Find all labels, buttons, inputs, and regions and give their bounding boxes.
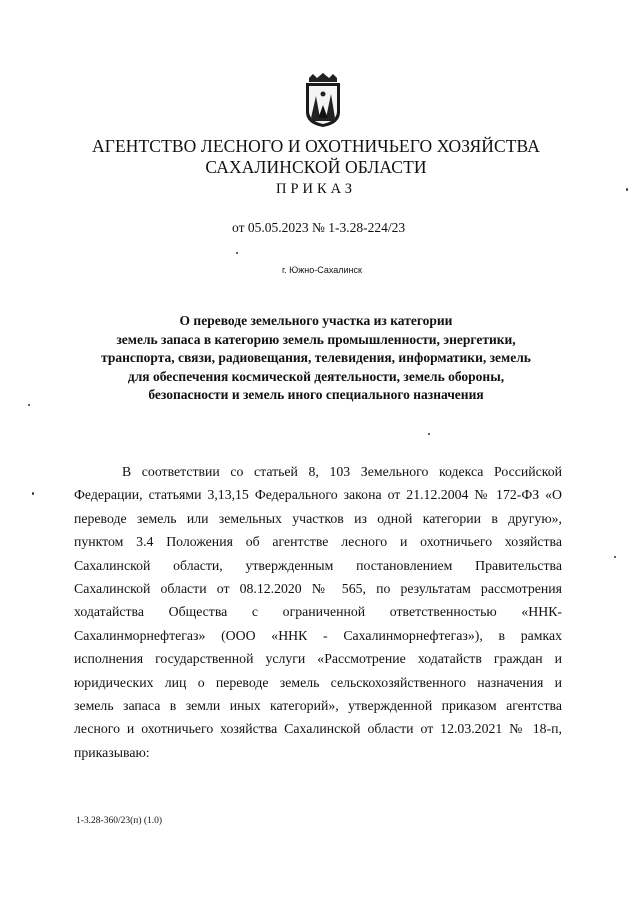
body-line: юридических лиц о переводе земель сельскохозяйственного назначения и <box>74 674 562 690</box>
body-line: приказываю: <box>74 744 150 760</box>
body-line: лесного и охотничьего хозяйства Сахалинской области от 12.03.2021 № 18-п, <box>74 721 562 737</box>
body-line: ходатайства Общества с ограниченной ответственностью «ННК- <box>74 604 562 620</box>
city-name: г. Южно-Сахалинск <box>282 265 362 275</box>
title-line: транспорта, связи, радиовещания, телевидения, информатики, земель <box>101 350 531 366</box>
body-line: В соответствии со статьей 8, 103 Земельного кодекса Российской <box>122 464 562 479</box>
document-type: ПРИКАЗ <box>275 181 357 197</box>
scan-speck <box>428 433 430 435</box>
scan-speck <box>28 404 30 406</box>
scan-speck <box>614 556 616 558</box>
agency-name-line2: САХАЛИНСКОЙ ОБЛАСТИ <box>205 157 427 177</box>
agency-name <box>0 136 632 178</box>
body-line: Федерации, статьями 3,13,15 Федерального закона от 21.12.2004 № 172-ФЗ «О <box>74 487 562 503</box>
agency-name-line1: АГЕНТСТВО ЛЕСНОГО И ОХОТНИЧЬЕГО ХОЗЯЙСТВА <box>92 136 540 156</box>
body-line: переводе земель или земельных участков из одной категории в другую», <box>74 510 562 526</box>
body-line: земель запаса в земли иных категорий», утвержденной приказом агентства <box>74 698 562 714</box>
body-line: Сахалинской области, утвержденным постановлением Правительства <box>74 557 562 573</box>
scan-speck <box>236 252 238 254</box>
order-number-date: от 05.05.2023 № 1-3.28-224/23 <box>232 220 406 235</box>
coat-of-arms-icon <box>300 72 346 128</box>
body-line: пунктом 3.4 Положения об агентстве лесного и охотничьего хозяйства <box>74 534 562 550</box>
body-line: Сахалинморнефтегаз» (ООО «ННК - Сахалинморнефтегаз»), в рамках <box>74 627 562 643</box>
scan-speck <box>626 188 628 191</box>
document-code: 1-3.28-360/23(п) (1.0) <box>76 816 163 826</box>
scan-speck <box>32 492 34 495</box>
body-line: исполнения государственной услуги «Рассмотрение ходатайств граждан и <box>74 651 562 667</box>
document-title <box>0 312 632 405</box>
body-paragraph <box>74 460 562 764</box>
title-line: О переводе земельного участка из категории <box>179 313 453 328</box>
title-line: для обеспечения космической деятельности, земель обороны, <box>127 368 505 384</box>
body-line: Сахалинской области от 08.12.2020 № 565, по результатам рассмотрения <box>74 581 562 597</box>
title-line: земель запаса в категорию земель промышленности, энергетики, <box>116 331 516 347</box>
title-line: безопасности и земель иного специального назначения <box>148 387 484 403</box>
